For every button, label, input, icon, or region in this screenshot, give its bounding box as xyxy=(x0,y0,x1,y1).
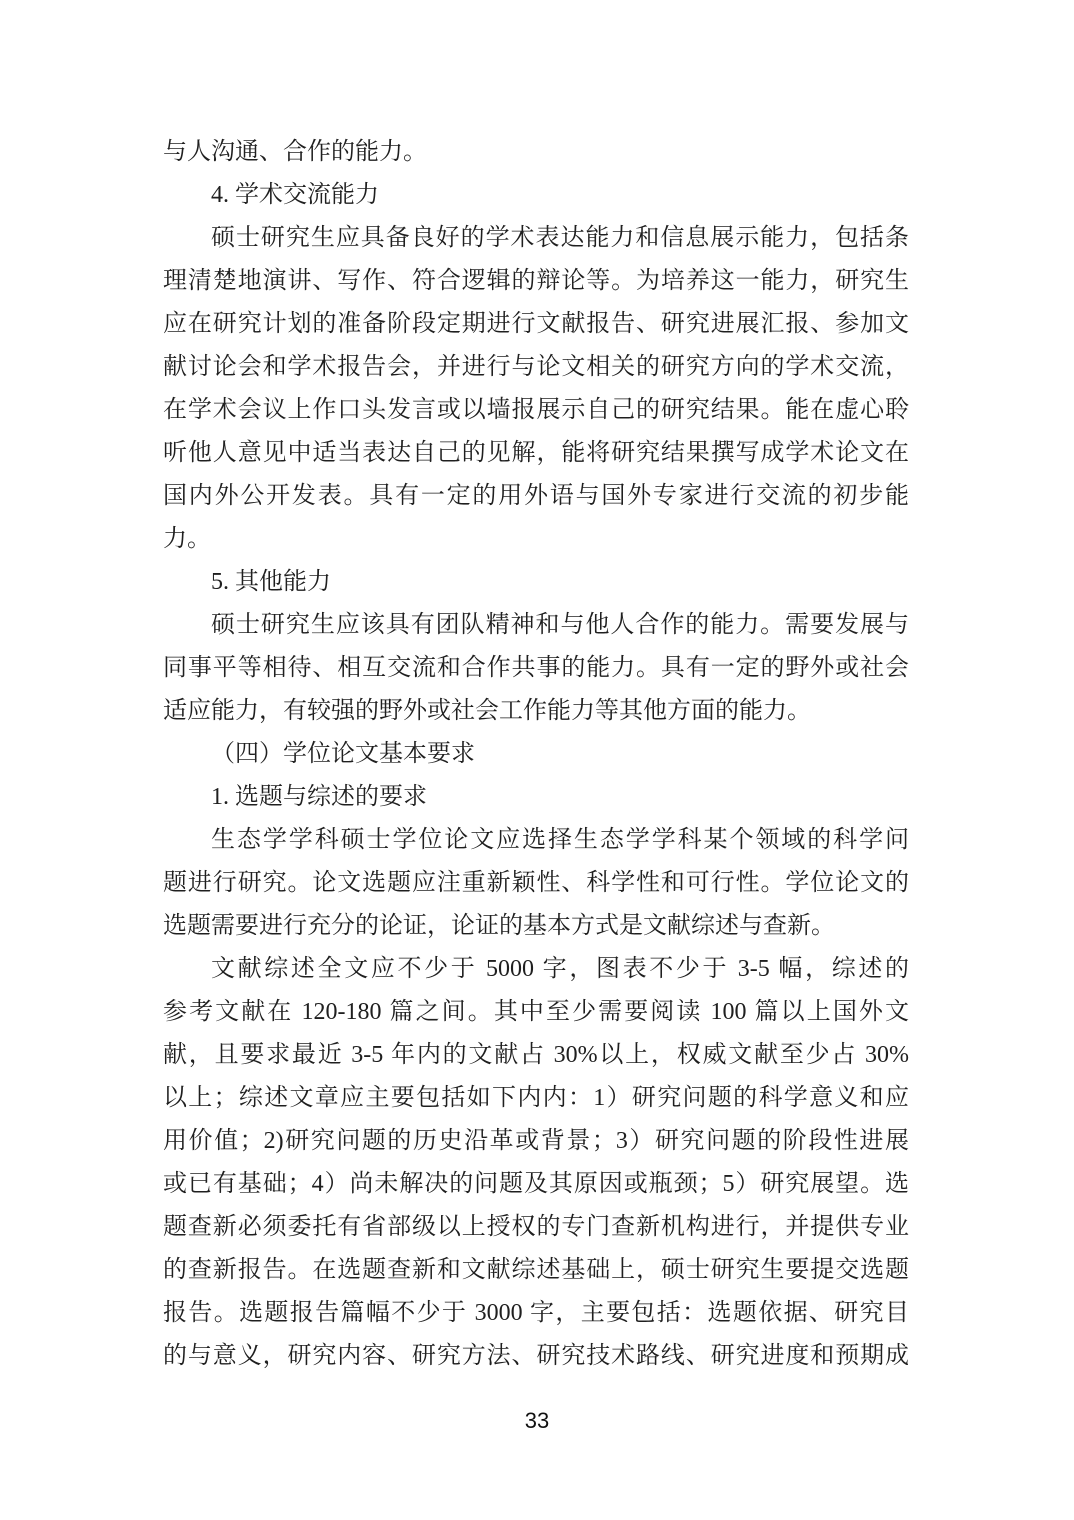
text-line: 报告。选题报告篇幅不少于 3000 字，主要包括：选题依据、研究目 xyxy=(163,1300,909,1326)
text-line: 参考文献在 120-180 篇之间。其中至少需要阅读 100 篇以上国外文 xyxy=(163,999,909,1025)
text-line: 题查新必须委托有省部级以上授权的专门查新机构进行，并提供专业 xyxy=(163,1214,909,1240)
text-line: 国内外公开发表。具有一定的用外语与国外专家进行交流的初步能 xyxy=(163,483,909,509)
page-number: 33 xyxy=(524,1408,550,1433)
text-line: 用价值；2)研究问题的历史沿革或背景；3）研究问题的阶段性进展 xyxy=(163,1128,909,1154)
text-line: 理清楚地演讲、写作、符合逻辑的辩论等。为培养这一能力，研究生 xyxy=(163,268,909,294)
text-line: 同事平等相待、相互交流和合作共事的能力。具有一定的野外或社会 xyxy=(163,655,909,681)
text-line: 应在研究计划的准备阶段定期进行文献报告、研究进展汇报、参加文 xyxy=(163,311,909,337)
text-line: 力。 xyxy=(163,526,211,552)
text-line: 生态学学科硕士学位论文应选择生态学学科某个领域的科学问 xyxy=(211,827,909,853)
text-line: 与人沟通、合作的能力。 xyxy=(163,139,427,165)
text-line: 硕士研究生应该具有团队精神和与他人合作的能力。需要发展与 xyxy=(211,612,909,638)
text-line: 或已有基础；4）尚未解决的问题及其原因或瓶颈；5）研究展望。选 xyxy=(163,1171,909,1197)
text-line: 硕士研究生应具备良好的学术表达能力和信息展示能力，包括条 xyxy=(211,225,909,251)
text-line: 听他人意见中适当表达自己的见解，能将研究结果撰写成学术论文在 xyxy=(163,440,909,466)
text-line: 的查新报告。在选题查新和文献综述基础上，硕士研究生要提交选题 xyxy=(163,1257,909,1283)
text-line: 献，且要求最近 3-5 年内的文献占 30%以上，权威文献至少占 30% xyxy=(163,1042,909,1068)
text-line: 的与意义，研究内容、研究方法、研究技术路线、研究进度和预期成 xyxy=(163,1343,909,1369)
text-line: 文献综述全文应不少于 5000 字，图表不少于 3-5 幅，综述的 xyxy=(211,956,909,982)
text-line: 题进行研究。论文选题应注重新颖性、科学性和可行性。学位论文的 xyxy=(163,870,909,896)
text-line: 适应能力，有较强的野外或社会工作能力等其他方面的能力。 xyxy=(163,698,811,724)
text-line: 选题需要进行充分的论证，论证的基本方式是文献综述与查新。 xyxy=(163,913,835,939)
body-text xyxy=(163,131,909,1378)
text-line: 以上；综述文章应主要包括如下内内：1）研究问题的科学意义和应 xyxy=(163,1085,909,1111)
text-line: （四）学位论文基本要求 xyxy=(211,741,475,767)
text-line: 4. 学术交流能力 xyxy=(211,182,379,208)
text-line: 1. 选题与综述的要求 xyxy=(211,784,427,810)
text-line: 5. 其他能力 xyxy=(211,569,331,595)
text-line: 献讨论会和学术报告会，并进行与论文相关的研究方向的学术交流， xyxy=(163,354,909,380)
text-line: 在学术会议上作口头发言或以墙报展示自己的研究结果。能在虚心聆 xyxy=(163,397,909,423)
